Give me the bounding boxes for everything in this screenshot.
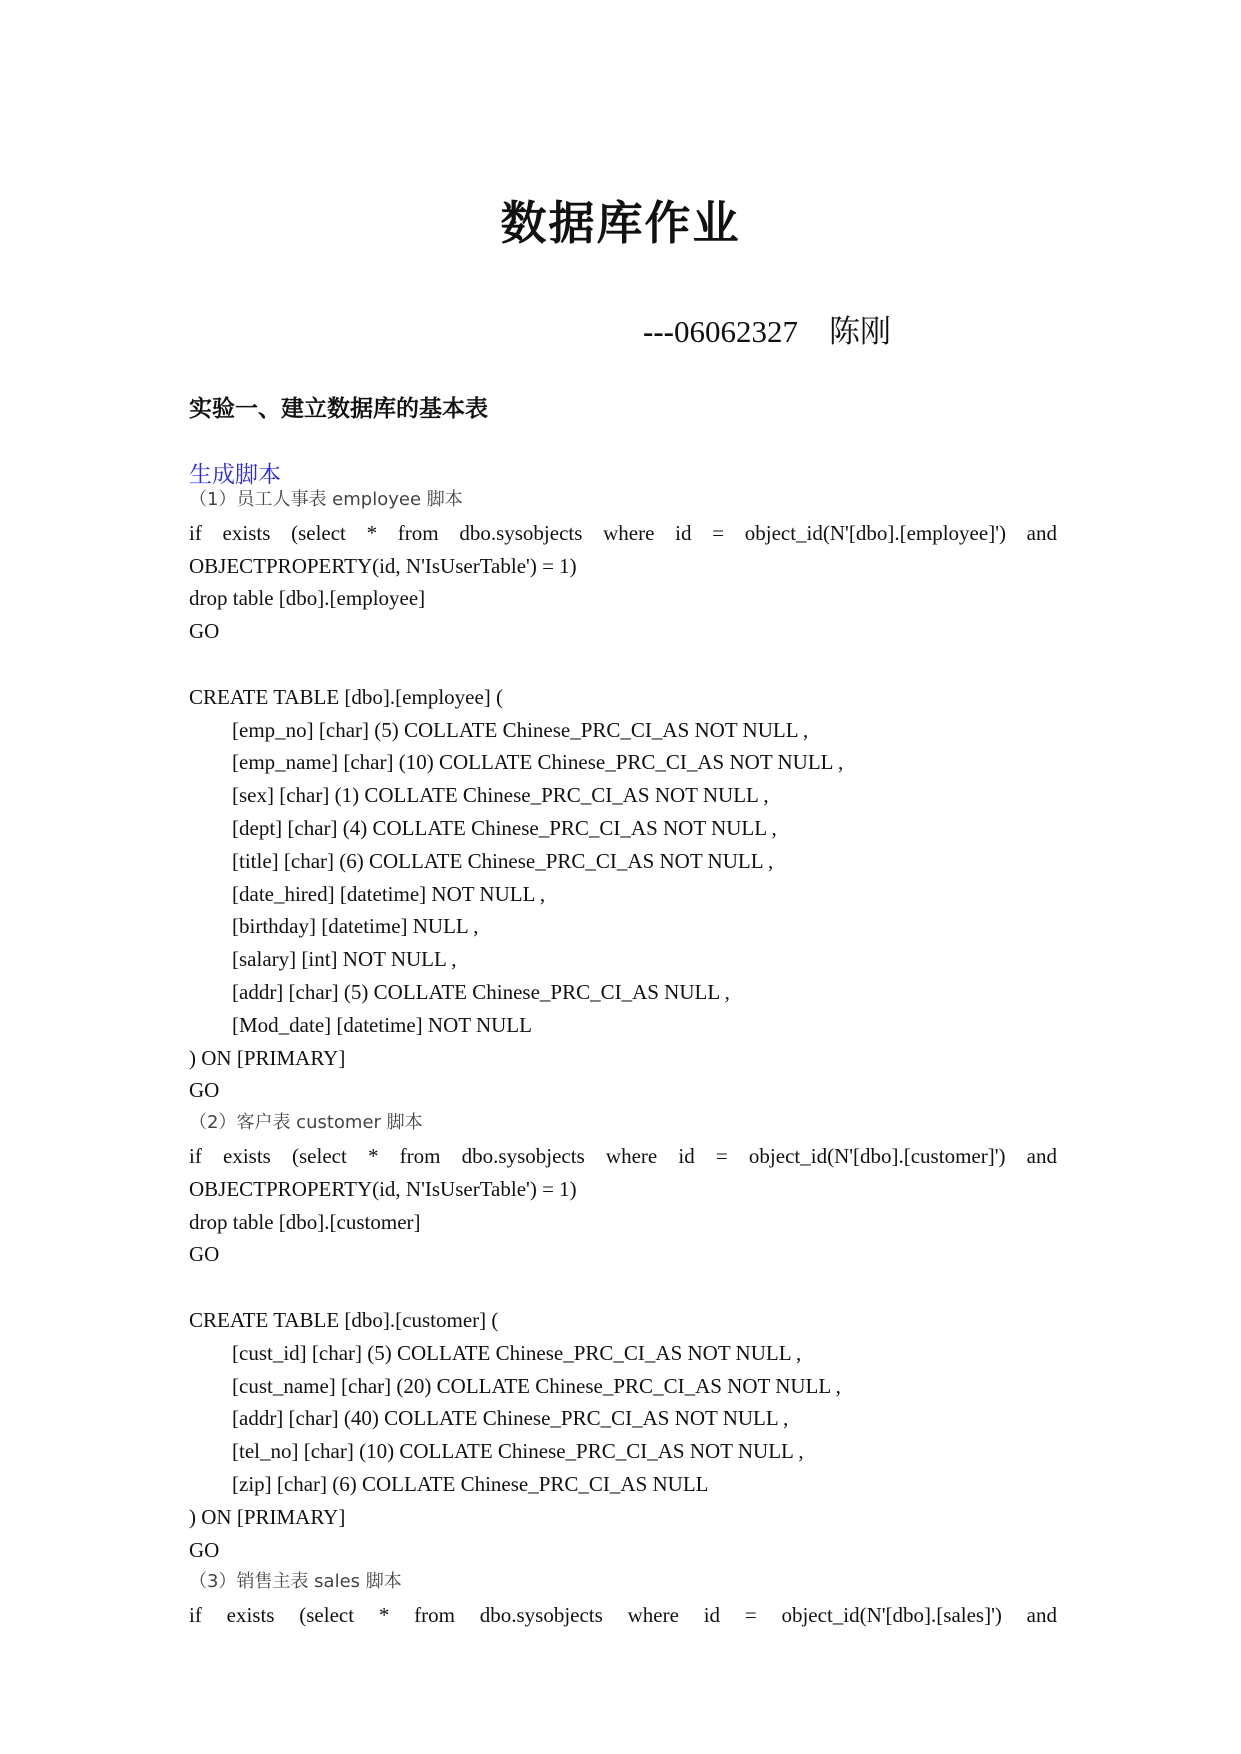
script-line: ) ON [PRIMARY] xyxy=(189,1504,346,1529)
script-line: [sex] [char] (1) COLLATE Chinese_PRC_CI_AS NOT NULL , xyxy=(232,783,769,808)
section-link-generate-script[interactable]: 生成脚本 xyxy=(189,462,281,488)
script-line: OBJECTPROPERTY(id, N'IsUserTable') = 1) xyxy=(189,553,577,578)
script-line: ) ON [PRIMARY] xyxy=(189,1045,346,1070)
script-subheading: （1）员工人事表 employee 脚本 xyxy=(189,489,463,510)
script-line: [emp_name] [char] (10) COLLATE Chinese_PRC_CI_AS NOT NULL , xyxy=(232,750,844,775)
author-id-name: 06062327 陈刚 xyxy=(673,314,891,349)
script-line: GO xyxy=(189,1242,220,1267)
script-line: GO xyxy=(189,1078,220,1103)
script-line: drop table [dbo].[customer] xyxy=(189,1209,421,1234)
script-subheading: （2）客户表 customer 脚本 xyxy=(189,1112,423,1134)
author-line xyxy=(643,306,891,351)
script-line: [Mod_date] [datetime] NOT NULL xyxy=(232,1012,532,1037)
script-line: GO xyxy=(189,1537,220,1562)
script-line: [addr] [char] (40) COLLATE Chinese_PRC_CI_AS NOT NULL , xyxy=(232,1406,789,1431)
script-line: if exists (select * from dbo.sysobjects where id = object_id(N'[dbo].[employee]') and xyxy=(189,520,1057,545)
script-line: OBJECTPROPERTY(id, N'IsUserTable') = 1) xyxy=(189,1176,577,1201)
script-line: [emp_no] [char] (5) COLLATE Chinese_PRC_CI_AS NOT NULL , xyxy=(232,717,809,742)
script-line: [title] [char] (6) COLLATE Chinese_PRC_CI_AS NOT NULL , xyxy=(232,848,774,873)
script-line: [salary] [int] NOT NULL , xyxy=(232,947,457,972)
script-line xyxy=(189,1271,1057,1304)
script-line: [birthday] [datetime] NULL , xyxy=(232,914,479,939)
script-line: if exists (select * from dbo.sysobjects where id = object_id(N'[dbo].[customer]') and xyxy=(189,1143,1057,1168)
script-line: drop table [dbo].[employee] xyxy=(189,586,426,611)
script-line: CREATE TABLE [dbo].[employee] ( xyxy=(189,684,504,709)
script-subheading: （3）销售主表 sales 脚本 xyxy=(189,1571,402,1593)
script-line: [date_hired] [datetime] NOT NULL , xyxy=(232,881,546,906)
script-line: if exists (select * from dbo.sysobjects where id = object_id(N'[dbo].[sales]') and xyxy=(189,1603,1057,1628)
script-line: [zip] [char] (6) COLLATE Chinese_PRC_CI_AS NULL xyxy=(232,1471,709,1496)
author-dash: --- xyxy=(643,314,674,349)
script-line: [addr] [char] (5) COLLATE Chinese_PRC_CI_AS NULL , xyxy=(232,979,730,1004)
script-line: GO xyxy=(189,619,220,644)
document-title: 数据库作业 xyxy=(500,196,741,250)
script-line: [cust_name] [char] (20) COLLATE Chinese_PRC_CI_AS NOT NULL , xyxy=(232,1373,841,1398)
sql-script-block xyxy=(189,484,1057,1632)
section-heading: 实验一、建立数据库的基本表 xyxy=(189,396,488,422)
script-line xyxy=(189,648,1057,681)
script-line: [cust_id] [char] (5) COLLATE Chinese_PRC_CI_AS NOT NULL , xyxy=(232,1340,802,1365)
script-line: [tel_no] [char] (10) COLLATE Chinese_PRC_CI_AS NOT NULL , xyxy=(232,1439,804,1464)
script-line: CREATE TABLE [dbo].[customer] ( xyxy=(189,1307,499,1332)
script-line: [dept] [char] (4) COLLATE Chinese_PRC_CI_AS NOT NULL , xyxy=(232,815,777,840)
